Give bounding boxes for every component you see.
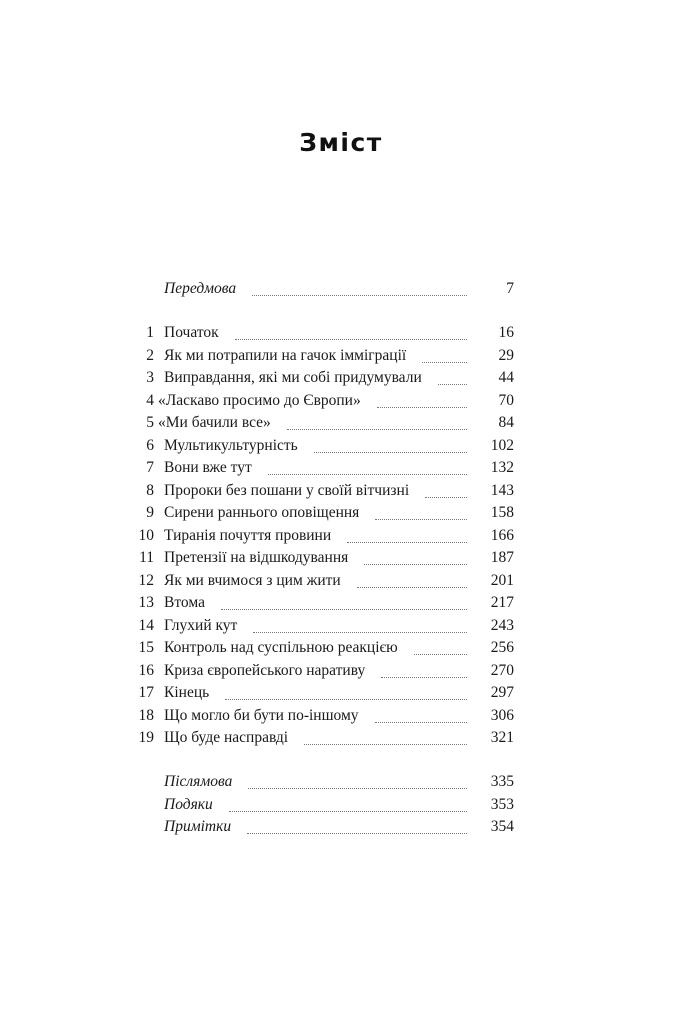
page-number: 335 [490, 773, 514, 790]
entry-title: Виправдання, які ми собі придумували [164, 369, 422, 386]
entry-title: Що буде насправді [164, 729, 289, 746]
page-number: 354 [490, 818, 514, 835]
dot-leader [252, 273, 467, 296]
dot-leader [304, 722, 467, 745]
dot-leader [375, 497, 467, 520]
page-number: 306 [490, 706, 514, 724]
dot-leader [377, 385, 467, 408]
dot-leader [247, 811, 467, 834]
chapter-number: 19 [138, 729, 154, 746]
page-number: 84 [498, 414, 514, 431]
entry-title: Як ми потрапили на гачок імміграції [164, 346, 407, 364]
page-number: 353 [490, 795, 514, 813]
toc-entry-chapter [0, 684, 682, 706]
toc-entry-chapter [0, 482, 682, 504]
toc-entry-section [0, 818, 682, 840]
dot-leader [357, 565, 467, 588]
page-number: 201 [490, 571, 514, 589]
entry-title: Кінець [164, 684, 210, 701]
toc-entry-chapter [0, 617, 682, 639]
chapter-number: 18 [138, 706, 154, 724]
dot-leader [229, 789, 467, 812]
chapter-number: 15 [138, 639, 154, 656]
toc-entry-chapter [0, 459, 682, 481]
dot-leader [248, 766, 467, 789]
page-number: 44 [498, 369, 514, 386]
entry-title: Що могло би бути по-іншому [164, 706, 359, 724]
toc-entry-chapter [0, 347, 682, 369]
dot-leader [381, 655, 467, 678]
dot-leader [364, 542, 467, 565]
entry-title: Тиранія почуття провини [164, 526, 332, 544]
toc-entry-chapter [0, 527, 682, 549]
entry-title: Втома [164, 594, 205, 611]
entry-title: Післямова [164, 773, 233, 790]
page-number: 256 [490, 639, 514, 656]
toc-entry-chapter [0, 369, 682, 391]
dot-leader [347, 520, 467, 543]
chapter-number: 13 [138, 594, 154, 611]
entry-title: Мультикультурність [164, 436, 298, 454]
dot-leader [438, 362, 467, 385]
chapter-number: 10 [138, 526, 154, 544]
toc-entry-chapter [0, 324, 682, 346]
page-number: 132 [490, 459, 514, 476]
dot-leader [414, 632, 467, 655]
page-number: 243 [490, 616, 514, 634]
chapter-number: 7 [146, 459, 154, 476]
chapter-number: 16 [138, 661, 154, 679]
page-number: 217 [490, 594, 514, 611]
chapter-number: 4 [146, 391, 154, 409]
page-number: 143 [490, 481, 514, 499]
page-number: 16 [498, 324, 514, 341]
dot-leader [287, 407, 467, 430]
entry-title: Вони вже тут [164, 459, 252, 476]
entry-title: Глухий кут [164, 616, 238, 634]
page-number: 158 [490, 504, 514, 521]
dot-leader [422, 340, 467, 363]
chapter-number: 5 [146, 414, 154, 431]
entry-title: Претензії на відшкодування [164, 549, 349, 566]
entry-title: Примітки [164, 818, 232, 835]
chapter-number: 17 [138, 684, 154, 701]
chapter-number: 1 [146, 324, 154, 341]
toc-entry-chapter [0, 639, 682, 661]
entry-title: Контроль над суспільною реакцією [164, 639, 398, 656]
dot-leader [425, 475, 467, 498]
chapter-number: 3 [146, 369, 154, 386]
entry-title: «Ласкаво просимо до Європи» [158, 391, 361, 409]
entry-title: Як ми вчимося з цим жити [164, 571, 341, 589]
entry-title: Передмова [164, 280, 237, 297]
page-title: Зміст [299, 128, 383, 157]
toc-entry-section [0, 280, 682, 302]
chapter-number: 9 [146, 504, 154, 521]
dot-leader [225, 677, 467, 700]
page-number: 187 [490, 549, 514, 566]
chapter-number: 2 [146, 346, 154, 364]
page-number: 321 [490, 729, 514, 746]
page-number: 270 [490, 661, 514, 679]
dot-leader [221, 587, 467, 610]
entry-title: Криза європейського наративу [164, 661, 366, 679]
entry-title: Пророки без пошани у своїй вітчизні [164, 481, 410, 499]
chapter-number: 6 [146, 436, 154, 454]
dot-leader [314, 430, 467, 453]
dot-leader [253, 610, 467, 633]
page-number: 166 [490, 526, 514, 544]
page-number: 29 [498, 346, 514, 364]
toc-entry-chapter [0, 729, 682, 751]
entry-title: Початок [164, 324, 219, 341]
page-number: 7 [506, 280, 514, 297]
dot-leader [235, 317, 467, 340]
chapter-number: 8 [146, 481, 154, 499]
page-number: 70 [498, 391, 514, 409]
entry-title: Сирени раннього оповіщення [164, 504, 360, 521]
entry-title: Подяки [164, 795, 213, 813]
page-number: 297 [490, 684, 514, 701]
toc-entry-chapter [0, 504, 682, 526]
entry-title: «Ми бачили все» [158, 414, 271, 431]
chapter-number: 12 [138, 571, 154, 589]
chapter-number: 11 [139, 549, 154, 566]
dot-leader [375, 700, 467, 723]
chapter-number: 14 [138, 616, 154, 634]
page-number: 102 [490, 436, 514, 454]
toc-entry-chapter [0, 549, 682, 571]
dot-leader [268, 452, 467, 475]
